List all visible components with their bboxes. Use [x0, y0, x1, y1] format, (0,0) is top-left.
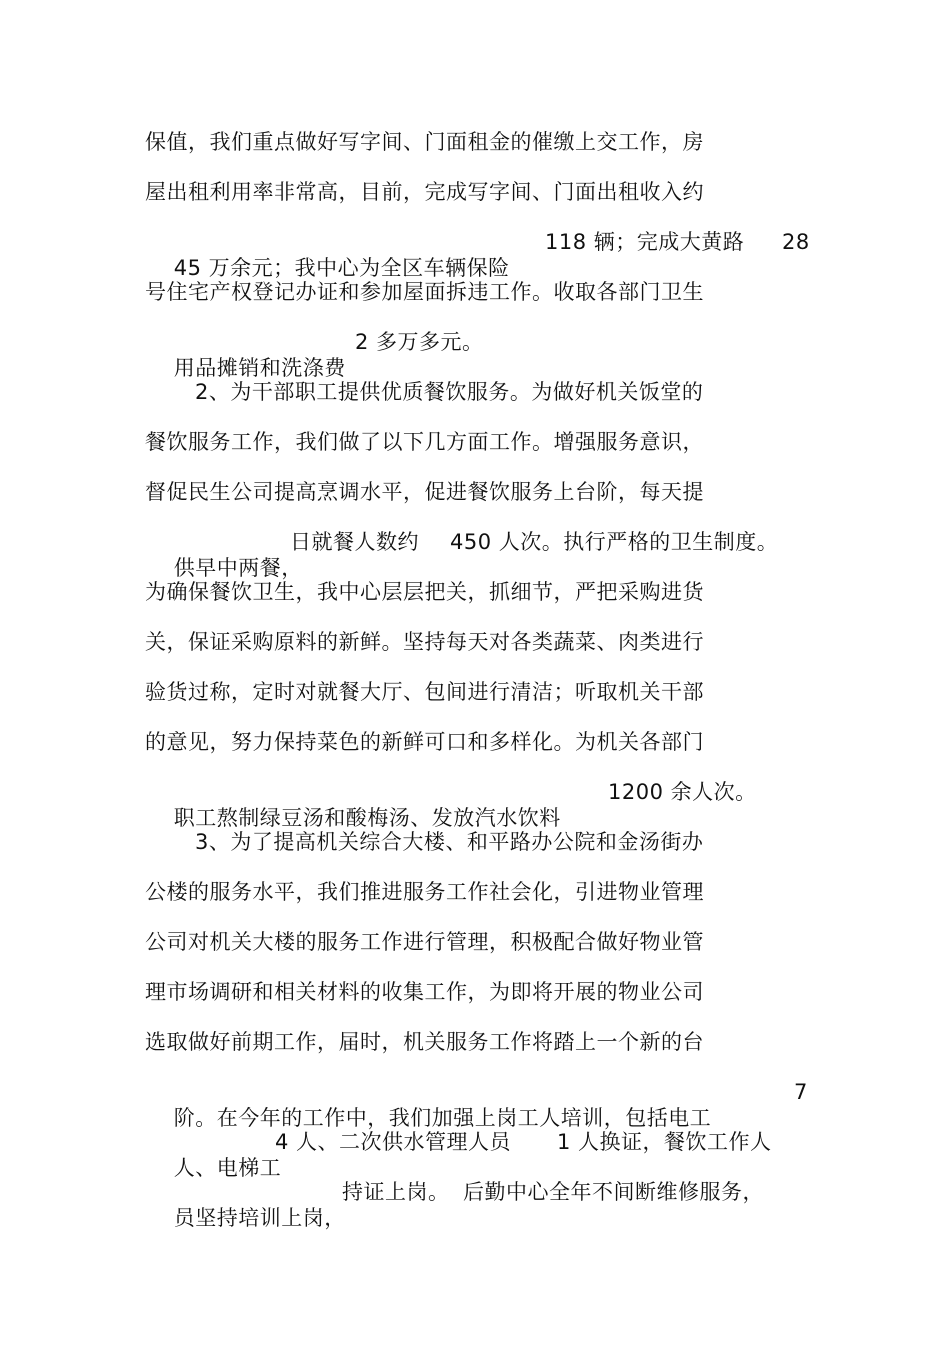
text-fragment: 1 人换证，餐饮工作人: [557, 1130, 772, 1154]
paragraph-heading-2: 2、为干部职工提供优质餐饮服务。为做好机关饭堂的: [195, 380, 704, 404]
text-fragment: 供早中两餐，: [173, 556, 303, 580]
text-line: 的意见，努力保持菜色的新鲜可口和多样化。为机关各部门: [145, 730, 704, 754]
text-fragment: 日就餐人数约: [290, 530, 419, 554]
text-line: [145, 1179, 764, 1309]
text-fragment: 持证上岗。: [342, 1180, 450, 1204]
text-fragment: 2 多万多元。: [355, 330, 484, 354]
text-line: 验货过称，定时对就餐大厅、包间进行清洁；听取机关干部: [145, 680, 704, 704]
text-fragment: 后勤中心全年不间断维修服务，: [463, 1180, 764, 1204]
text-fragment: 人、电梯工: [173, 1156, 282, 1180]
text-line: 关，保证采购原料的新鲜。坚持每天对各类蔬菜、肉类进行: [145, 630, 704, 654]
text-line: 为确保餐饮卫生，我中心层层把关，抓细节，严把采购进货: [145, 580, 704, 604]
text-fragment: 用品摊销和洗涤费: [173, 356, 346, 380]
text-line: 餐饮服务工作，我们做了以下几方面工作。增强服务意识，: [145, 430, 704, 454]
text-fragment: 4 人、二次供水管理人员: [275, 1130, 512, 1154]
text-fragment: 28: [782, 230, 810, 254]
text-fragment: 职工熬制绿豆汤和酸梅汤、发放汽水饮料: [173, 806, 561, 830]
text-line: 理市场调研和相关材料的收集工作，为即将开展的物业公司: [145, 980, 704, 1004]
text-line: 保值，我们重点做好写字间、门面租金的催缴上交工作，房: [145, 130, 704, 154]
text-fragment: 45 万余元；我中心为全区车辆保险: [173, 256, 510, 280]
text-line: 公司对机关大楼的服务工作进行管理，积极配合做好物业管: [145, 930, 704, 954]
text-line: 督促民生公司提高烹调水平，促进餐饮服务上台阶，每天提: [145, 480, 704, 504]
text-fragment: 员坚持培训上岗，: [173, 1206, 346, 1230]
text-fragment: 阶。在今年的工作中，我们加强上岗工人培训，包括电工: [173, 1106, 712, 1130]
text-fragment: 118 辆；完成大黄路: [545, 230, 745, 254]
text-fragment: 450 人次。执行严格的卫生制度。: [450, 530, 779, 554]
paragraph-heading-3: 3、为了提高机关综合大楼、和平路办公院和金汤街办: [195, 830, 704, 854]
text-line: 选取做好前期工作，届时，机关服务工作将踏上一个新的台: [145, 1030, 704, 1054]
text-fragment: 1200 余人次。: [608, 780, 757, 804]
text-line: 屋出租利用率非常高，目前，完成写字间、门面出租收入约: [145, 180, 704, 204]
text-line: 号住宅产权登记办证和参加屋面拆违工作。收取各部门卫生: [145, 280, 704, 304]
text-line: 公楼的服务水平，我们推进服务工作社会化，引进物业管理: [145, 880, 704, 904]
text-fragment: 7: [794, 1080, 808, 1104]
